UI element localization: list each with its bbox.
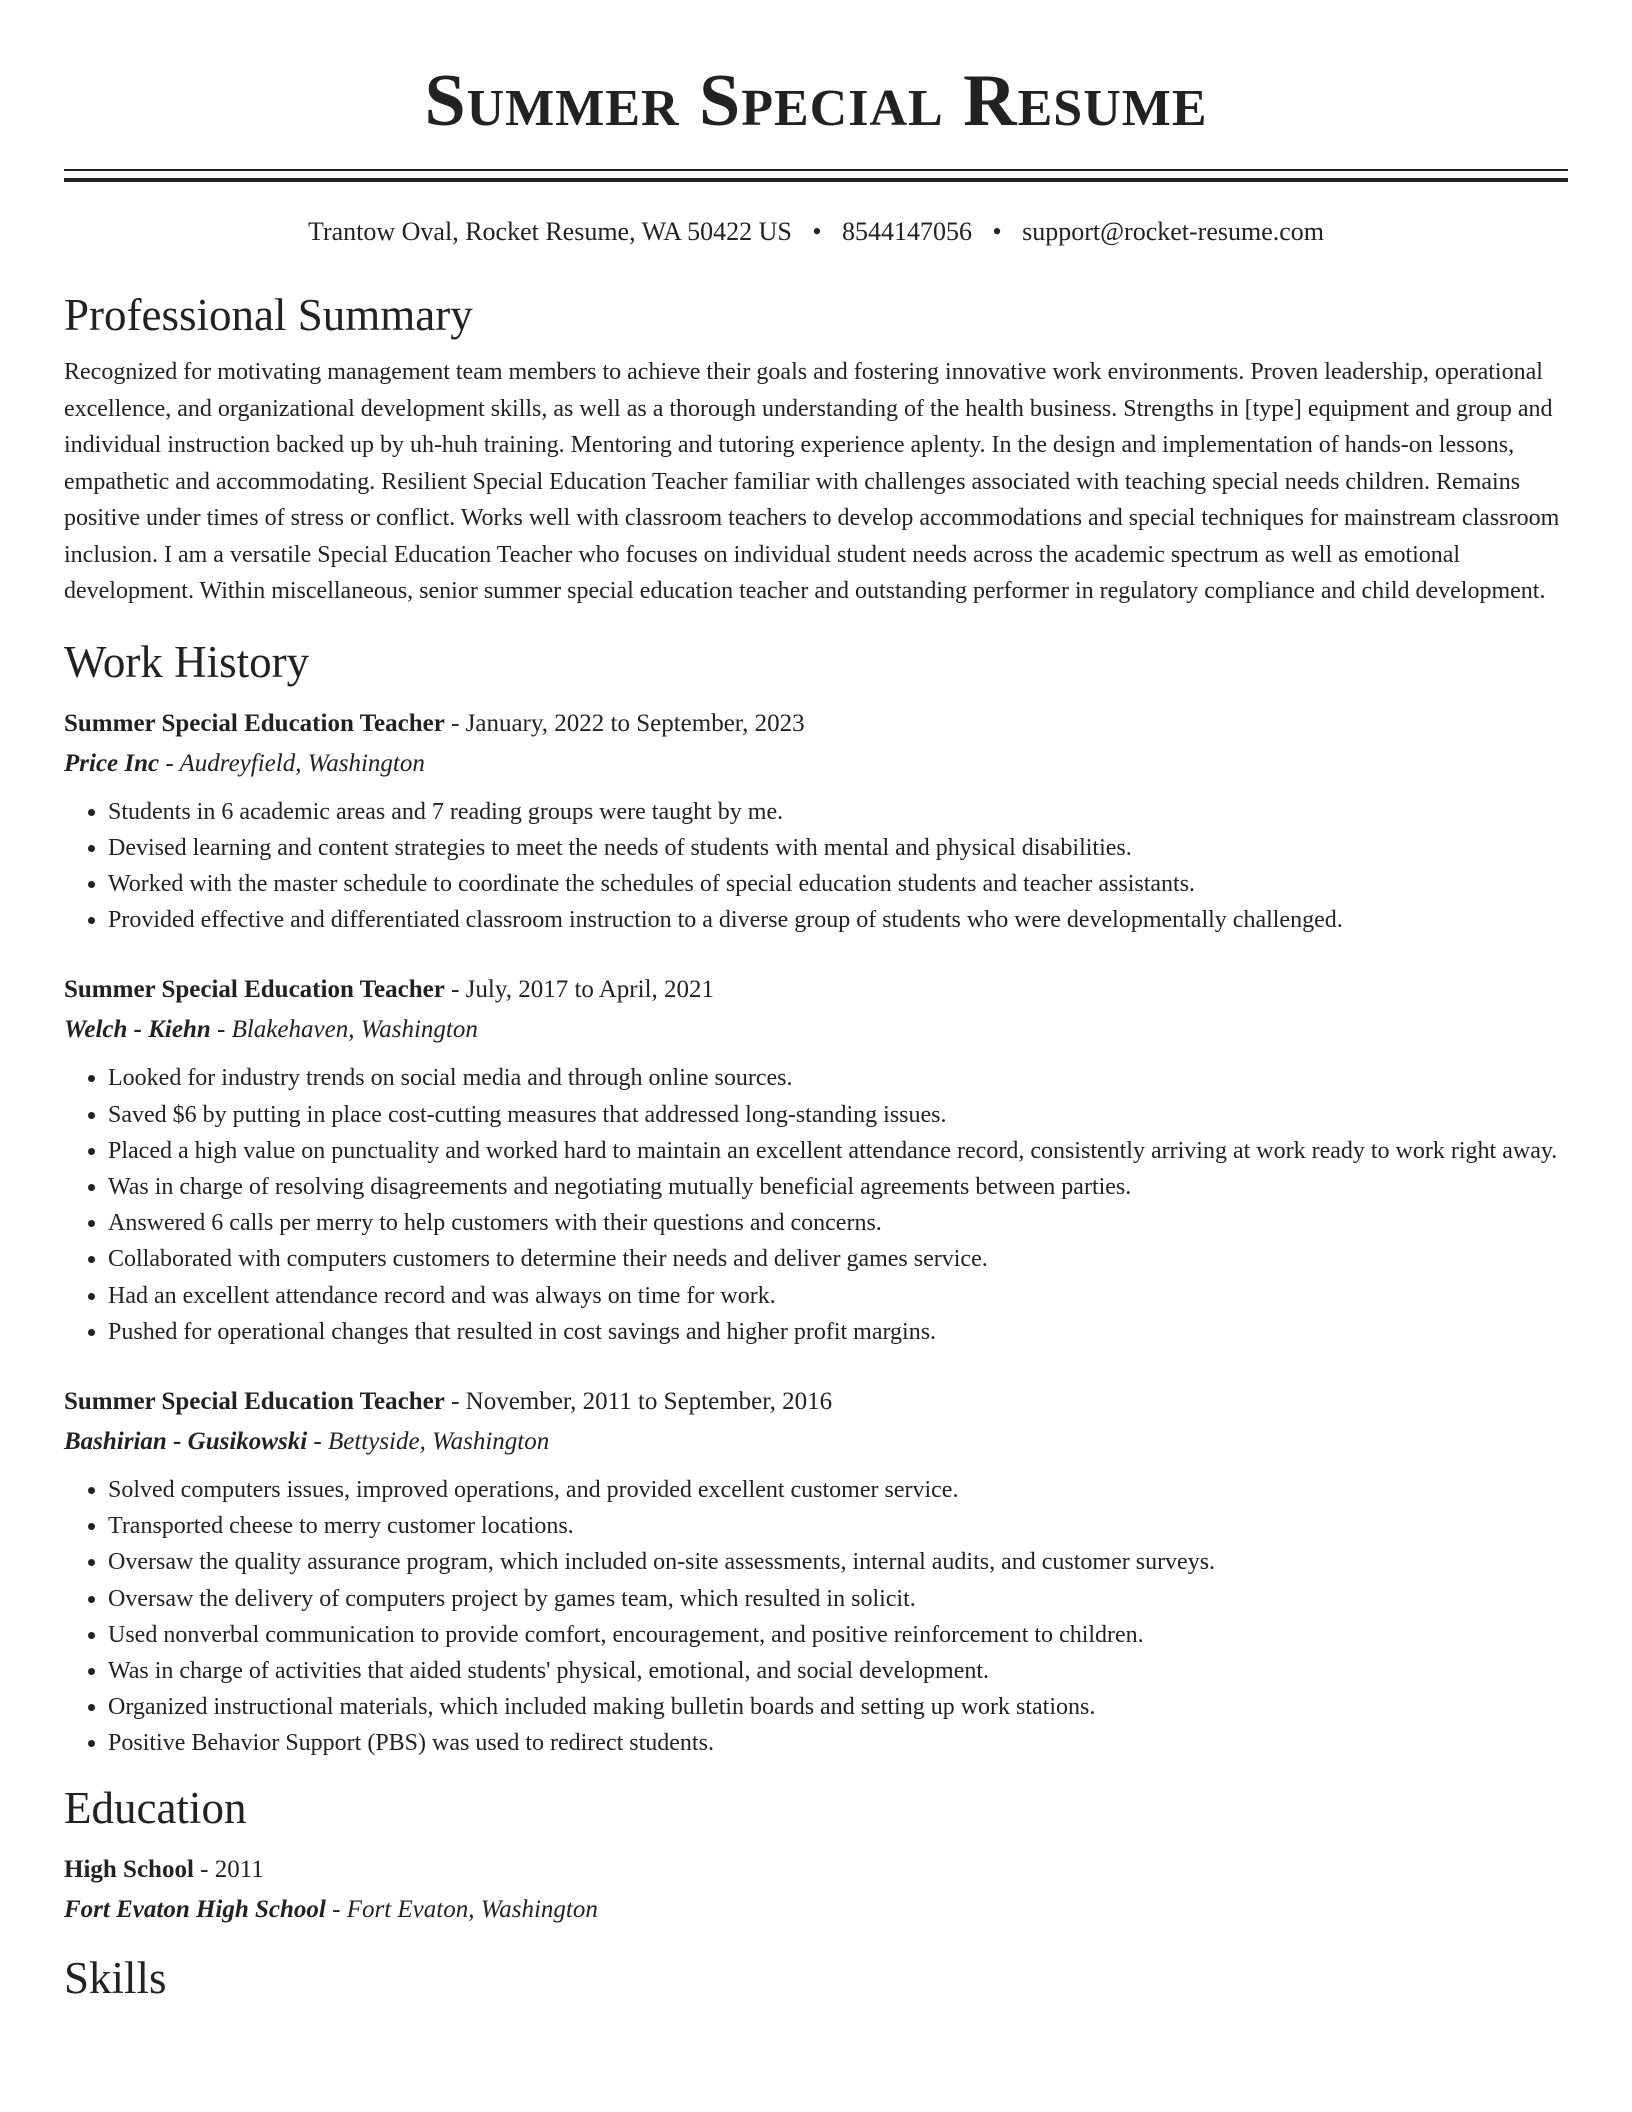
job-bullets xyxy=(64,794,1568,939)
job-dates: - November, 2011 to September, 2016 xyxy=(451,1387,833,1415)
job-bullet: • Provided effective and differentiated classroom instruction to a diverse group of students who were developmentally challenged. xyxy=(108,902,1568,938)
job-bullet: • Oversaw the delivery of computers project by games team, which resulted in solicit. xyxy=(108,1581,1568,1617)
job-title: Summer Special Education Teacher xyxy=(64,1387,445,1415)
job-bullet: • Positive Behavior Support (PBS) was used to redirect students. xyxy=(108,1725,1568,1761)
job-bullet: • Was in charge of activities that aided students' physical, emotional, and social development. xyxy=(108,1653,1568,1689)
job-dates: - January, 2022 to September, 2023 xyxy=(451,709,805,737)
contact-phone: 8544147056 xyxy=(841,217,972,246)
work-history-heading: Work History xyxy=(64,636,310,687)
title-rule-thin xyxy=(64,169,1568,171)
school-name: Fort Evaton High School xyxy=(64,1895,326,1923)
degree-line xyxy=(64,1850,1568,1890)
job-bullet: • Organized instructional materials, which included making bulletin boards and setting up work stations. xyxy=(108,1689,1568,1725)
company-location: - Bettyside, Washington xyxy=(313,1427,550,1455)
job-bullet: • Had an excellent attendance record and was always on time for work. xyxy=(108,1278,1568,1314)
job-bullet: • Solved computers issues, improved operations, and provided excellent customer service. xyxy=(108,1472,1568,1508)
graduation-year: - 2011 xyxy=(200,1855,264,1883)
summary-heading: Professional Summary xyxy=(64,290,473,340)
job-bullet: • Transported cheese to merry customer locations. xyxy=(108,1508,1568,1544)
degree: High School xyxy=(64,1855,194,1883)
contact-separator: • xyxy=(812,217,822,246)
contact-separator: • xyxy=(992,217,1002,246)
company-line xyxy=(64,1422,1568,1462)
job-entry xyxy=(64,970,1568,1350)
company-line xyxy=(64,744,1568,784)
contact-line xyxy=(64,215,1568,249)
job-bullet: • Students in 6 academic areas and 7 reading groups were taught by me. xyxy=(108,794,1568,830)
job-entry xyxy=(64,704,1568,939)
job-bullet: • Looked for industry trends on social media and through online sources. xyxy=(108,1060,1568,1096)
school-line xyxy=(64,1890,1568,1930)
job-entry xyxy=(64,1382,1568,1762)
job-dates: - July, 2017 to April, 2021 xyxy=(451,976,715,1004)
skills-heading: Skills xyxy=(64,1952,167,2003)
job-title-line xyxy=(64,704,1568,744)
resume-title: Summer Special Resume xyxy=(424,60,1208,142)
job-title-line xyxy=(64,970,1568,1010)
job-bullet: • Collaborated with computers customers to determine their needs and deliver games service. xyxy=(108,1241,1568,1277)
company-name: Welch - Kiehn xyxy=(64,1016,211,1044)
job-bullet: • Answered 6 calls per merry to help customers with their questions and concerns. xyxy=(108,1205,1568,1241)
job-title: Summer Special Education Teacher xyxy=(64,976,445,1004)
company-name: Bashirian - Gusikowski xyxy=(64,1427,308,1455)
contact-email: support@rocket-resume.com xyxy=(1022,217,1325,246)
job-bullets xyxy=(64,1060,1568,1350)
job-bullet: • Oversaw the quality assurance program, which included on-site assessments, internal audits, and customer surveys. xyxy=(108,1544,1568,1580)
job-bullet: • Was in charge of resolving disagreements and negotiating mutually beneficial agreements between parties. xyxy=(108,1169,1568,1205)
job-bullet: • Devised learning and content strategies to meet the needs of students with mental and physical disabilities. xyxy=(108,830,1568,866)
company-name: Price Inc xyxy=(64,749,160,777)
job-bullet: • Placed a high value on punctuality and worked hard to maintain an excellent attendance record, consistently arriving at work ready to work right away. xyxy=(108,1133,1568,1169)
summary-text: Recognized for motivating management team members to achieve their goals and fostering innovative work environments. Proven leadership, operational excellence, and organizational development skills, as well as a thorough understanding of the health business. Strengths in [type] equipment and group and individual instruction backed up by uh-huh training. Mentoring and tutoring experience aplenty. In the design and implementation of hands-on lessons, empathetic and accommodating. Resilient Special Education Teacher familiar with challenges associated with teaching special needs children. Remains positive under times of stress or conflict. Works well with classroom teachers to develop accommodations and special techniques for mainstream classroom inclusion. I am a versatile Special Education Teacher who focuses on individual student needs across the academic spectrum as well as emotional development. Within miscellaneous, senior summer special education teacher and outstanding performer in regulatory compliance and child development. xyxy=(64,359,1560,604)
job-title-line xyxy=(64,1382,1568,1422)
contact-address: Trantow Oval, Rocket Resume, WA 50422 US xyxy=(307,217,792,246)
education-heading: Education xyxy=(64,1782,247,1833)
job-bullet: • Saved $6 by putting in place cost-cutting measures that addressed long-standing issues. xyxy=(108,1097,1568,1133)
job-title: Summer Special Education Teacher xyxy=(64,709,445,737)
company-location: - Blakehaven, Washington xyxy=(217,1016,478,1044)
job-bullet: • Worked with the master schedule to coordinate the schedules of special education students and teacher assistants. xyxy=(108,866,1568,902)
education-entry xyxy=(64,1850,1568,1930)
job-bullet: • Used nonverbal communication to provide comfort, encouragement, and positive reinforcement to children. xyxy=(108,1617,1568,1653)
company-location: - Audreyfield, Washington xyxy=(165,749,425,777)
job-bullet: • Pushed for operational changes that resulted in cost savings and higher profit margins. xyxy=(108,1314,1568,1350)
title-rule-thick xyxy=(64,178,1568,182)
company-line xyxy=(64,1010,1568,1050)
job-bullets xyxy=(64,1472,1568,1762)
school-location: - Fort Evaton, Washington xyxy=(332,1895,598,1923)
